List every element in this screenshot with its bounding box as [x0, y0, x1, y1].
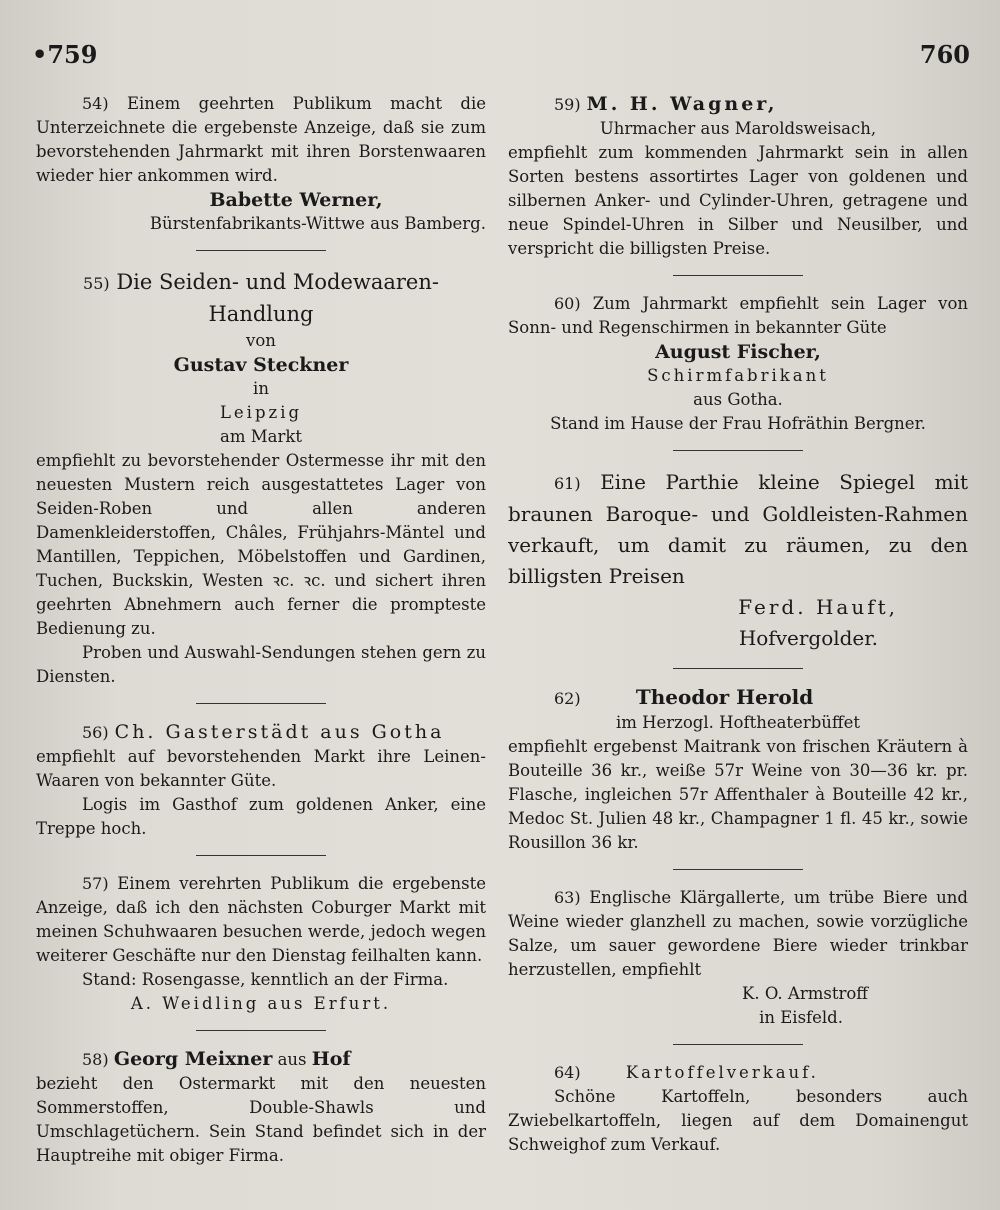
ad-54-body [36, 92, 486, 188]
divider [196, 1030, 326, 1031]
ad-58-city: Hof [311, 1048, 351, 1070]
ad-63 [508, 886, 968, 1030]
ad-58-text: bezieht den Ostermarkt mit den neuesten Sommerstoffen, Double-Shawls und Umschlagetüchern. Sein Stand befindet sich in der Hauptreihe mit obiger Firma. [36, 1074, 486, 1165]
ad-63-city: in Eisfeld. [759, 1008, 843, 1027]
page-number-right: 760 [919, 40, 970, 69]
divider [673, 275, 803, 276]
ad-55-city: Leipzig [219, 403, 303, 422]
ad-59-title: Uhrmacher aus Maroldsweisach, [599, 119, 877, 138]
divider [673, 668, 803, 669]
ad-number: 61) [554, 474, 581, 493]
ad-58-heading [36, 1047, 486, 1072]
ad-60-text: Zum Jahrmarkt empfiehlt sein Lager von Sonn- und Regenschirmen in bekannter Güte [508, 294, 969, 337]
page-number-left: •759 [32, 40, 98, 69]
ad-60-name: August Fischer, [655, 341, 821, 363]
divider [673, 869, 803, 870]
ad-59-heading [508, 92, 968, 117]
ad-number: 58) [82, 1050, 109, 1069]
right-column [508, 92, 968, 1157]
ad-62-heading [508, 685, 968, 711]
ad-61-text: Eine Parthie kleine Spiegel mit braunen Baroque- und Goldleisten-Rahmen verkauft, um damit zu räumen, zu den billigsten Preisen [508, 470, 968, 588]
ad-57-name: A. Weidling aus Erfurt. [130, 994, 392, 1013]
ad-59 [508, 92, 968, 261]
ad-54-title: Bürstenfabrikants-Wittwe aus Bamberg. [149, 214, 486, 233]
ad-58-name: Georg Meixner [113, 1048, 273, 1070]
ad-58 [36, 1047, 486, 1168]
ad-number: 63) [554, 888, 581, 907]
ad-64 [508, 1061, 968, 1157]
ad-55-in: in [253, 379, 269, 398]
ad-number: 60) [554, 294, 581, 313]
ad-56-heading [36, 720, 486, 745]
divider [673, 450, 803, 451]
ad-59-name: M. H. Wagner, [586, 93, 778, 115]
ad-64-title: Kartoffelverkauf. [625, 1063, 819, 1082]
ad-63-body [508, 886, 968, 982]
ad-number: 54) [82, 94, 109, 113]
ad-55-place: am Markt [220, 427, 302, 446]
left-column [36, 92, 486, 1168]
ad-62-place: im Herzogl. Hoftheaterbüffet [615, 713, 861, 732]
ad-60-city: aus Gotha. [693, 390, 783, 409]
ad-63-name: K. O. Armstroff [742, 984, 868, 1003]
ad-55-heading [36, 267, 486, 299]
ad-60-title: Schirmfabrikant [647, 366, 829, 385]
ad-56-name: Ch. Gasterstädt aus Gotha [114, 721, 445, 743]
ad-62-text: empfiehlt ergebenst Maitrank von frischen Kräutern à Bouteille 36 kr., weiße 57r Weine von 30—36 kr. pr. Flasche, ingleichen 57r Affenthaler à Bouteille 42 kr., Medoc St. Julien 48 kr., Champagner 1 fl. 45 kr., sowie Rousillon 36 kr. [508, 737, 968, 852]
ad-62-name: Theodor Herold [635, 685, 814, 709]
ad-number: 62) [554, 689, 581, 708]
ad-62 [508, 685, 968, 855]
divider [673, 1044, 803, 1045]
ad-55-heading-line2: Handlung [208, 302, 314, 326]
ad-54 [36, 92, 486, 236]
divider [196, 250, 326, 251]
divider [196, 855, 326, 856]
ad-64-text: Schöne Kartoffeln, besonders auch Zwiebelkartoffeln, liegen auf dem Domainengut Schweighof zum Verkauf. [508, 1087, 968, 1154]
ad-55-text2: Proben und Auswahl-Sendungen stehen gern zu Diensten. [36, 643, 486, 686]
ad-63-text: Englische Klärgallerte, um trübe Biere und Weine wieder glanzhell zu machen, sowie vorzügliche Salze, um sauer gewordene Biere wieder trinkbar herzustellen, empfiehlt [508, 888, 968, 979]
ad-61 [508, 467, 968, 654]
ad-60-stand: Stand im Hause der Frau Hofräthin Bergner. [550, 414, 926, 433]
ad-55-heading-line1: Die Seiden- und Modewaaren- [116, 270, 439, 294]
ad-59-text: empfiehlt zum kommenden Jahrmarkt sein in allen Sorten bestens assortirtes Lager von goldenen und silbernen Anker- und Cylinder-Uhren, getragene und neue Spindel-Uhren in Silber und Neusilber, und verspricht die billigsten Preise. [508, 143, 968, 258]
ad-56-text2: Logis im Gasthof zum goldenen Anker, eine Treppe hoch. [36, 795, 486, 838]
ad-56 [36, 720, 486, 841]
ad-57 [36, 872, 486, 1016]
ad-56-text: empfiehlt auf bevorstehenden Markt ihre Leinen-Waaren von bekannter Güte. [36, 747, 486, 790]
ad-55-name: Gustav Steckner [173, 354, 349, 376]
ad-55-text: empfiehlt zu bevorstehender Ostermesse ihr mit den neuesten Mustern reich ausgestattetes Lager von Seiden-Roben und allen anderen Damenkleiderstoffen, Châles, Frühjahrs-Mäntel und Mantillen, Teppichen, Möbelstoffen und Gardinen, Tuchen, Buckskin, Westen ꝛc. ꝛc. und sichert ihren geehrten Abnehmern auch ferner die prompteste Bedienung zu. [36, 451, 486, 638]
ad-54-name: Babette Werner, [209, 189, 383, 211]
ad-54-text: Einem geehrten Publikum macht die Unterzeichnete die ergebenste Anzeige, daß sie zum bevorstehenden Jahrmarkt mit ihren Borstenwaaren wieder hier ankommen wird. [36, 94, 486, 185]
ad-58-aus: aus [277, 1050, 307, 1069]
divider [196, 703, 326, 704]
ad-57-text: Einem verehrten Publikum die ergebenste Anzeige, daß ich den nächsten Coburger Markt mit meinen Schuhwaaren besuchen werde, jedoch wegen weiterer Geschäfte nur den Dienstag feilhalten kann. [36, 874, 486, 965]
ad-number: 57) [82, 874, 109, 893]
ad-number: 59) [554, 95, 581, 114]
ad-number: 56) [82, 723, 109, 742]
ad-55 [36, 267, 486, 689]
ad-number: 55) [83, 274, 110, 293]
ad-55-von: von [246, 331, 276, 350]
ad-57-stand: Stand: Rosengasse, kenntlich an der Firma. [82, 970, 449, 989]
ad-57-body [36, 872, 486, 968]
ad-61-name: Ferd. Hauft, [738, 595, 898, 619]
ad-number: 64) [554, 1063, 581, 1082]
ad-61-body [508, 467, 968, 592]
ad-61-title: Hofvergolder. [738, 626, 878, 650]
ad-60-body [508, 292, 968, 340]
ad-60 [508, 292, 968, 436]
ad-64-heading [508, 1061, 968, 1085]
